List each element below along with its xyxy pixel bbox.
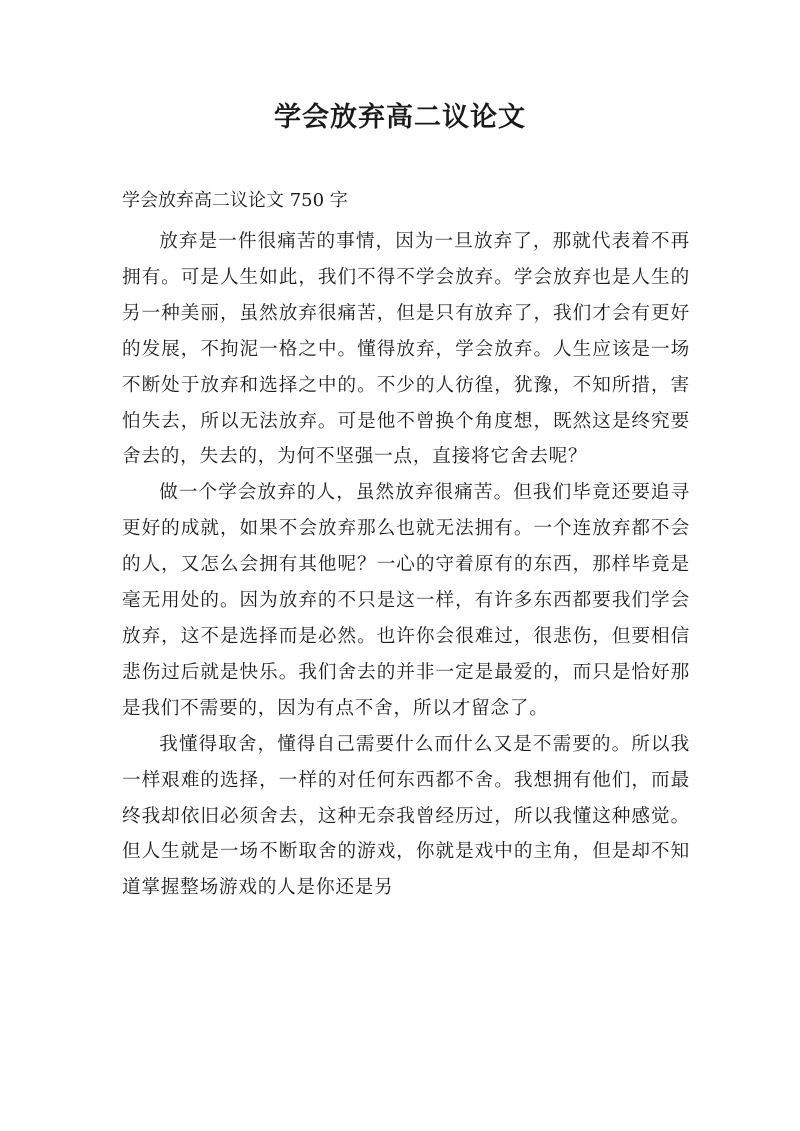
document-title: 学会放弃高二议论文 bbox=[274, 102, 526, 133]
document-body bbox=[122, 224, 690, 906]
paragraph-2: 做一个学会放弃的人，虽然放弃很痛苦。但我们毕竟还要追寻更好的成就，如果不会放弃那么也就无法拥有。一个连放弃都不会的人，又怎么会拥有其他呢？一心的守着原有的东西，那样毕竟是毫无用处的。因为放弃的不只是这一样，有许多东西都要我们学会放弃，这不是选择而是必然。也许你会很难过，很悲伤，但要相信悲伤过后就是快乐。我们舍去的并非一定是最爱的，而只是恰好那是我们不需要的，因为有点不舍，所以才留念了。 bbox=[122, 482, 690, 719]
paragraph-1: 放弃是一件很痛苦的事情，因为一旦放弃了，那就代表着不再拥有。可是人生如此，我们不得不学会放弃。学会放弃也是人生的另一种美丽，虽然放弃很痛苦，但是只有放弃了，我们才会有更好的发展，不拘泥一格之中。懂得放弃，学会放弃。人生应该是一场不断处于放弃和选择之中的。不少的人彷徨，犹豫，不知所措，害怕失去，所以无法放弃。可是他不曾换个角度想，既然这是终究要舍去的，失去的，为何不坚强一点，直接将它舍去呢？ bbox=[122, 231, 690, 468]
document-subtitle: 学会放弃高二议论文 750 字 bbox=[122, 190, 348, 211]
paragraph-3: 我懂得取舍，懂得自己需要什么而什么又是不需要的。所以我一样艰难的选择，一样的对任何东西都不舍。我想拥有他们，而最终我却依旧必须舍去，这种无奈我曾经历过，所以我懂这种感觉。但人生就是一场不断取舍的游戏，你就是戏中的主角，但是却不知道掌握整场游戏的人是你还是另 bbox=[122, 733, 690, 899]
